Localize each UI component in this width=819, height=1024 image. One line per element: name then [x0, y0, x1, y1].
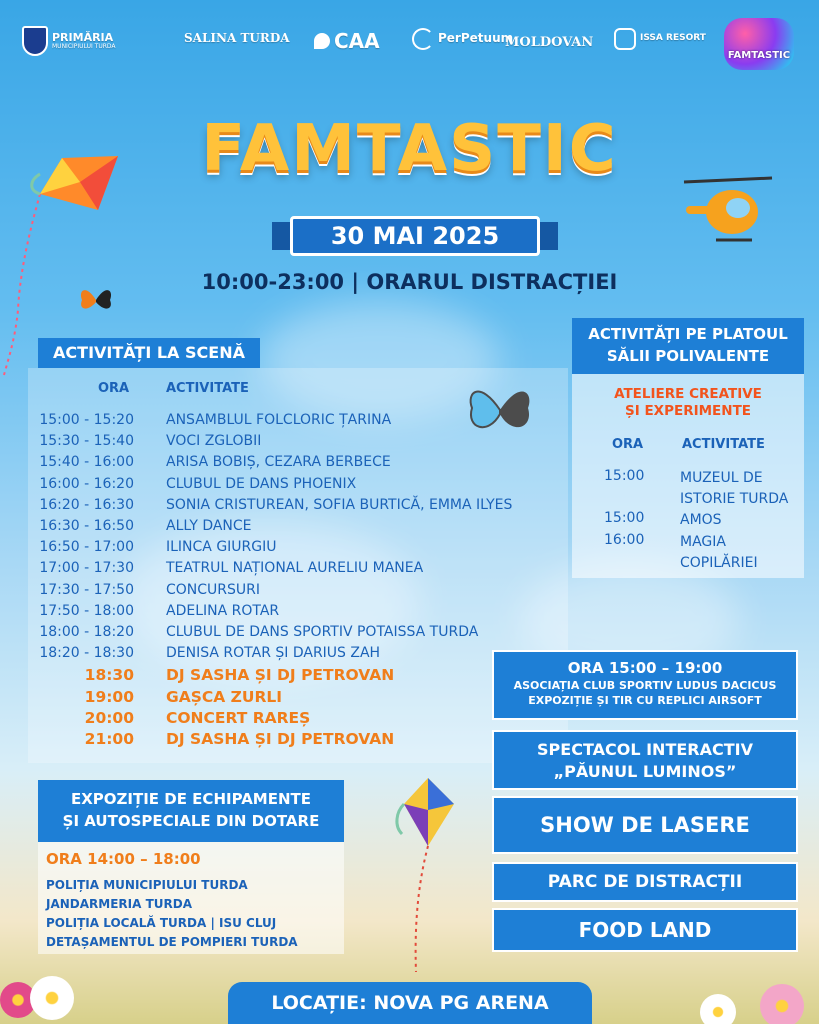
expo-header — [38, 780, 344, 842]
stage-row-time: 15:30 - 15:40 — [39, 433, 134, 450]
resort-label: RESORT — [666, 33, 706, 44]
kite-icon — [392, 776, 462, 976]
stage-row-activity: DENISA ROTAR ȘI DARIUS ZAH — [166, 645, 381, 662]
stage-row-time: 18:20 - 18:30 — [39, 645, 134, 662]
platou-row-activity — [680, 532, 758, 574]
stage-row-time: 17:00 - 17:30 — [39, 560, 134, 577]
stage-row-activity: ARISA BOBIȘ, CEZARA BERBECE — [166, 454, 391, 471]
stage-highlight-activity: DJ SASHA ȘI DJ PETROVAN — [166, 730, 395, 748]
airsoft-box — [492, 650, 798, 720]
platou-row-activity-line1: MUZEUL DE — [680, 470, 763, 486]
stage-col-activity: ACTIVITATE — [166, 381, 249, 396]
platou-row-activity — [680, 510, 722, 531]
flower-icon — [760, 984, 804, 1024]
stage-row-activity: VOCI ZGLOBII — [166, 433, 262, 450]
platou-row-activity-line1: MAGIA — [680, 534, 726, 550]
famtastic-logo — [724, 18, 794, 70]
perpetuum-icon — [412, 28, 434, 50]
expo-header-line2: ȘI AUTOSPECIALE DIN DOTARE — [62, 812, 320, 830]
stage-row-activity: ILINCA GIURGIU — [166, 539, 277, 556]
stage-header: ACTIVITĂȚI LA SCENĂ — [38, 338, 260, 368]
expo-item: POLIȚIA MUNICIPIULUI TURDA — [46, 878, 248, 892]
expo-list — [46, 876, 298, 952]
stage-highlight-time: 21:00 — [84, 730, 134, 748]
airsoft-time: ORA 15:00 – 19:00 — [567, 659, 723, 677]
expo-time: ORA 14:00 – 18:00 — [46, 850, 201, 868]
platou-header — [572, 318, 804, 374]
sponsor-salina — [184, 32, 290, 45]
expo-item: JANDARMERIA TURDA — [46, 897, 193, 911]
platou-header-line2: SĂLII POLIVALENTE — [606, 347, 770, 365]
leaf-icon — [614, 28, 636, 50]
flower-icon — [30, 976, 74, 1020]
stage-col-time: ORA — [98, 381, 130, 396]
platou-row-time: 16:00 — [604, 532, 645, 548]
stage-row-time: 15:40 - 16:00 — [39, 454, 134, 471]
platou-row-time: 15:00 — [604, 510, 645, 526]
airsoft-line1: ASOCIAȚIA CLUB SPORTIV LUDUS DACICUS — [513, 679, 777, 692]
food-box: FOOD LAND — [492, 908, 798, 952]
stage-row-activity: CONCURSURI — [166, 581, 261, 598]
platou-header-line1: ACTIVITĂȚI PE PLATOUL — [588, 325, 788, 343]
flower-icon — [700, 994, 736, 1024]
stage-highlight-activity: DJ SASHA ȘI DJ PETROVAN — [166, 666, 395, 685]
platou-row-activity — [680, 468, 788, 510]
stage-row-time: 16:20 - 16:30 — [39, 496, 134, 513]
stage-highlight-time: 20:00 — [84, 708, 134, 727]
platou-row-time: 15:00 — [604, 468, 645, 484]
airsoft-line2: EXPOZIȚIE ȘI TIR CU REPLICI AIRSOFT — [528, 694, 762, 707]
helicopter-icon — [676, 170, 780, 250]
platou-subtitle — [572, 386, 804, 420]
stage-highlight-time: 18:30 — [84, 666, 134, 685]
stage-row-time: 17:50 - 18:00 — [39, 602, 134, 619]
primaria-label: PRIMĂRIA — [52, 30, 114, 44]
platou-subtitle-line2: ȘI EXPERIMENTE — [625, 403, 751, 419]
stage-highlight-activity: GAȘCA ZURLI — [166, 687, 283, 706]
caa-label: CAA — [334, 29, 380, 53]
parc-box: PARC DE DISTRACȚII — [492, 862, 798, 902]
stage-row-activity: TEATRUL NAȚIONAL AURELIU MANEA — [166, 560, 424, 577]
stage-row-activity: CLUBUL DE DANS SPORTIV POTAISSA TURDA — [166, 624, 479, 640]
platou-col-activity: ACTIVITATE — [682, 437, 765, 452]
spectacol-box — [492, 730, 798, 790]
primaria-sub-label: MUNICIPIULUI TURDA — [52, 42, 116, 50]
stage-highlight-activity: CONCERT RAREȘ — [166, 708, 311, 727]
sponsor-primaria — [22, 26, 116, 56]
event-hours: 10:00-23:00 | ORARUL DISTRACȚIEI — [201, 270, 618, 294]
sponsor-caa — [314, 30, 380, 52]
expo-item: DETAȘAMENTUL DE POMPIERI TURDA — [46, 935, 298, 949]
famtastic-logo-label: FAMTASTIC — [727, 50, 791, 61]
platou-col-time: ORA — [612, 437, 644, 452]
perpetuum-label: PerPetuum — [438, 31, 514, 46]
platou-row-activity-line2: ISTORIE TURDA — [680, 491, 789, 507]
stage-row-activity: ANSAMBLUL FOLCLORIC ȚARINA — [166, 412, 392, 428]
stage-row-time: 18:00 - 18:20 — [39, 624, 134, 640]
platou-row-activity-line1: AMOS — [680, 512, 722, 528]
stage-highlight-time: 19:00 — [84, 687, 134, 706]
butterfly-icon — [76, 282, 116, 316]
stage-row-time: 16:30 - 16:50 — [39, 518, 134, 534]
stage-row-time: 16:50 - 17:00 — [39, 539, 134, 556]
spectacol-line1: SPECTACOL INTERACTIV — [537, 740, 753, 759]
water-drop-icon — [314, 33, 330, 49]
stage-row-activity: ADELINA ROTAR — [166, 602, 280, 619]
stage-row-time: 17:30 - 17:50 — [39, 581, 134, 598]
platou-subtitle-line1: ATELIERE CREATIVE — [614, 386, 762, 402]
sponsor-perpetuum — [412, 28, 513, 50]
platou-row-activity-line2: COPILĂRIEI — [680, 555, 758, 571]
date-banner: 30 MAI 2025 — [290, 216, 540, 256]
stage-row-time: 15:00 - 15:20 — [39, 412, 134, 428]
moldovan-label: MOLDOVAN — [505, 35, 594, 50]
event-title: FAMTASTIC — [201, 112, 618, 186]
stage-row-activity: SONIA CRISTUREAN, SOFIA BURTICĂ, EMMA ILYES — [166, 496, 513, 513]
stage-row-activity: CLUBUL DE DANS PHOENIX — [166, 475, 357, 492]
salina-label: SALINA TURDA — [184, 31, 290, 45]
stage-row-activity: ALLY DANCE — [166, 518, 252, 534]
sponsor-moldovan — [505, 36, 593, 50]
lasere-box: SHOW DE LASERE — [492, 796, 798, 854]
expo-header-line1: EXPOZIȚIE DE ECHIPAMENTE — [70, 790, 312, 808]
crest-icon — [22, 26, 48, 56]
sponsor-issa — [614, 28, 706, 50]
expo-item: POLIȚIA LOCALĂ TURDA | ISU CLUJ — [46, 916, 277, 930]
spectacol-line2: „PĂUNUL LUMINOS” — [553, 762, 737, 781]
stage-row-time: 16:00 - 16:20 — [39, 475, 134, 492]
issa-label: ISSA — [640, 33, 663, 44]
location-bar: LOCAȚIE: NOVA PG ARENA — [228, 982, 592, 1024]
